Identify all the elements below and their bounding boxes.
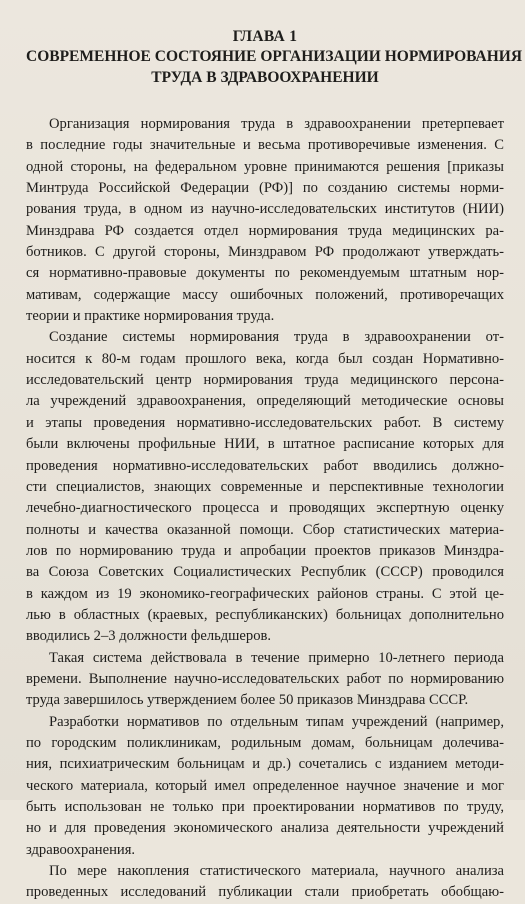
text-line: ся нормативно-правовые документы по рекомендуемым штатным нор- [26,265,504,282]
text-line: но и для проведения экономического анализа деятельности учреждений [26,820,504,837]
text-line: и этапы проведения нормативно-исследовательских работ. В систему [26,414,504,431]
text-line: Организация нормирования труда в здравоохранении претерпевает [49,116,504,132]
text-line: времени. Выполнение научно-исследовательских работ по нормированию [26,670,504,687]
text-line: по городским поликлиникам, родильным домам, больницам долечива- [26,734,504,751]
text-line: проведения нормативно-исследовательских работ вводились должно- [26,457,504,474]
text-line: были включены профильные НИИ, в штатное расписание которых для [26,436,504,453]
text-line: полноты и качества оказанной помощи. Сбор статистических материа- [26,521,504,538]
text-line: По мере накопления статистического материала, научного анализа [49,863,504,880]
text-line: ла учреждений здравоохранения, определяющий методические основы [26,393,504,410]
text-line: Такая система действовала в течение примерно 10-летнего периода [49,649,504,666]
text-line: исследовательский центр нормирования труда медицинского персона- [26,372,504,389]
text-line: в каждом из 19 экономико-географических районов страны. С этой це- [26,585,504,602]
text-line: Минтруда Российской Федерации (РФ)] по созданию системы норми- [26,180,504,197]
text-line: сти специалистов, знающих современные и перспективные технологии [26,478,504,495]
text-line: теории и практике нормирования труда. [26,308,275,325]
paragraph [26,712,504,861]
text-line: Разработки нормативов по отдельным типам учреждений (например, [49,713,504,730]
text-line: мативам, содержащие массу ошибочных положений, противоречащих [26,286,504,303]
text-line: рования труда, в одном из научно-исследовательских институтов (НИИ) [26,201,504,218]
text-line: носится к 80-м годам прошлого века, когда был создан Нормативно- [26,350,504,367]
paragraph [26,327,504,647]
text-line: лью в областных (краевых, республиканских) больницах дополнительно [26,606,504,623]
text-line: быть использован не только при проектировании нормативов по труду, [26,799,504,815]
text-line: лов по нормированию труда и апробации проектов приказов Минздра- [26,542,504,559]
text-line: Минздрава РФ создается отдел нормирования труда медицинских ра- [26,222,504,239]
text-line: лечебно-диагностического процесса и проводящих экспертную оценку [26,500,504,517]
text-line: ческого материала, который имел определенное научное значение и мог [26,777,504,794]
body-text [26,114,504,904]
text-line: проведенных исследований публикации стали приобретать обобщаю- [26,884,504,901]
text-line: ва Союза Советских Социалистических Республик (СССР) проводился [26,564,504,581]
chapter-label: ГЛАВА 1 [232,28,298,45]
paragraph [26,648,504,712]
chapter-title [26,46,523,88]
text-line: здравоохранения. [26,841,136,858]
text-line: вводились 2–3 должности фельдшеров. [26,628,272,645]
chapter-title-line: ТРУДА В ЗДРАВООХРАНЕНИИ [151,69,379,86]
text-line: одной стороны, на федеральном уровне принимаются решения [приказы [26,158,504,175]
paragraph [26,861,504,904]
text-line: в последние годы значительные и весьма противоречивые изменения. С [26,137,504,154]
chapter-title-line: СОВРЕМЕННОЕ СОСТОЯНИЕ ОРГАНИЗАЦИИ НОРМИРОВАНИЯ [26,48,523,65]
text-line: ния, психиатрическим больницам и др.) сочетались с изданием методи- [26,756,504,773]
paragraph [26,114,504,327]
text-line: Создание системы нормирования труда в здравоохранении от- [49,329,504,346]
text-line: труда завершилось утверждением более 50 приказов Минздрава СССР. [26,692,469,709]
text-line: ботников. С другой стороны, Минздравом РФ продолжают утверждать- [26,244,504,261]
